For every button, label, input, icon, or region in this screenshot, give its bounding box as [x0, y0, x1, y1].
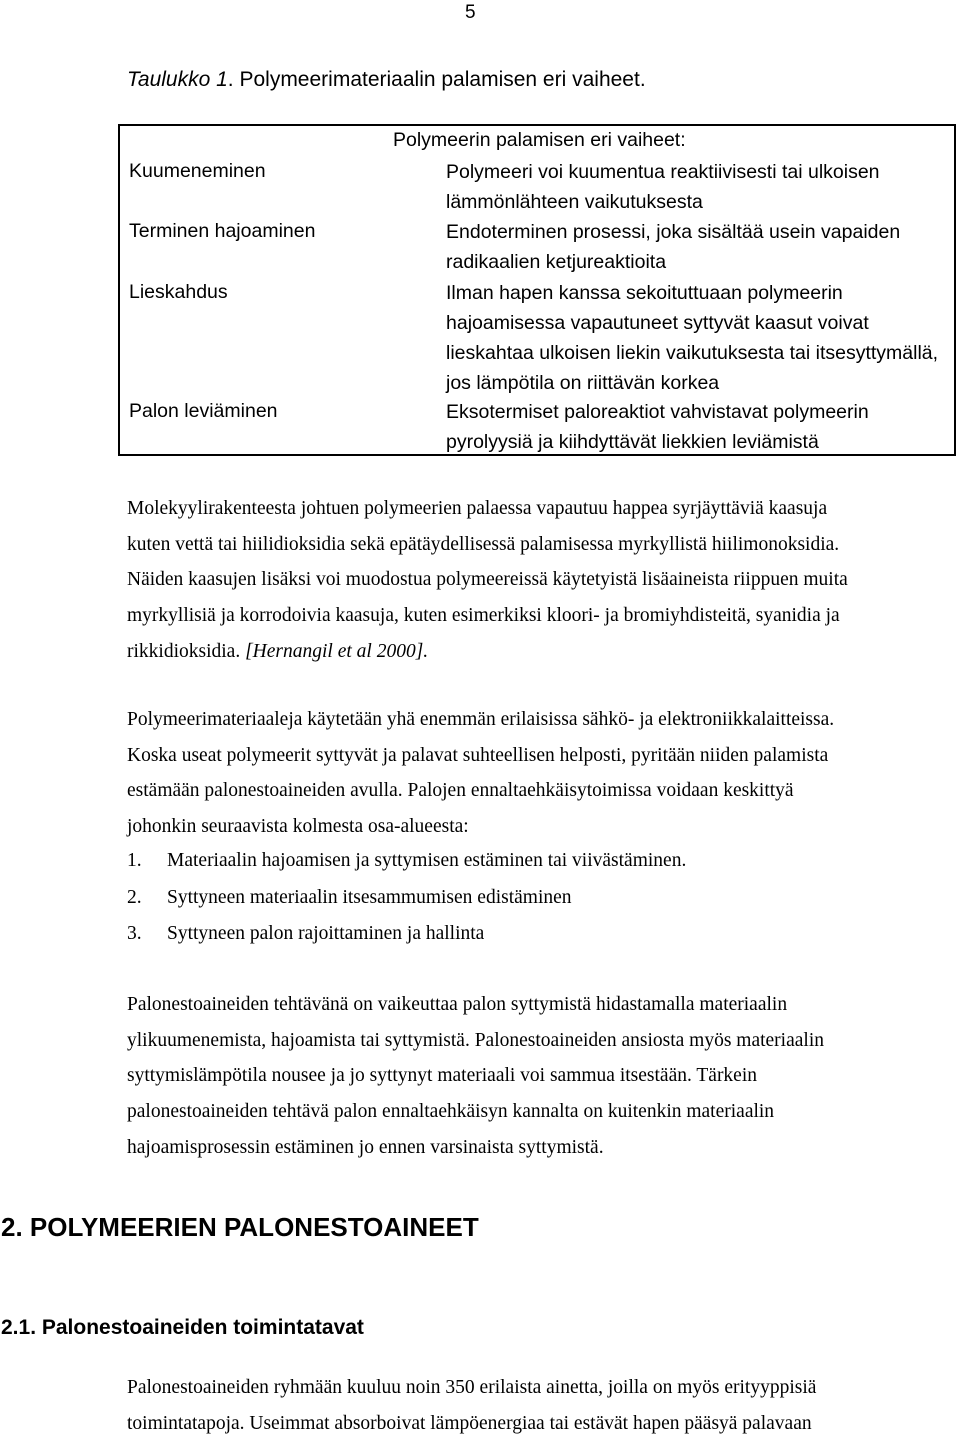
page-number: 5 — [465, 2, 476, 23]
description-line: lämmönlähteen vaikutuksesta — [446, 191, 703, 213]
description-line: Eksotermiset paloreaktiot vahvistavat polymeerin — [446, 401, 869, 423]
section-heading: 2. POLYMEERIEN PALONESTOAINEET — [1, 1212, 479, 1242]
paragraph-line: kuten vettä tai hiilidioksidia sekä epätäydellisessä palamisessa myrkyllistä hiilimonoksidia. — [127, 533, 840, 555]
subsection-heading: 2.1. Palonestoaineiden toimintatavat — [1, 1316, 364, 1339]
paragraph-flame-retardants-role — [127, 987, 947, 1166]
description-line: hajoamisessa vapautuneet syttyvät kaasut voivat — [446, 312, 869, 334]
description-line: radikaalien ketjureaktioita — [446, 251, 667, 273]
description-line: Ilman hapen kanssa sekoituttuaan polymeerin — [446, 282, 843, 304]
numbered-list — [127, 843, 686, 953]
paragraph-line: toimintatapoja. Useimmat absorboivat lämpöenergiaa tai estävät hapen pääsyä palavaan — [127, 1412, 812, 1434]
list-item-text: Syttyneen materiaalin itsesammumisen edistäminen — [167, 886, 572, 908]
paragraph-line: Polymeerimateriaaleja käytetään yhä enemmän erilaisissa sähkö- ja elektroniikkalaitteissa. — [127, 709, 835, 730]
paragraph-mechanisms — [127, 1370, 947, 1441]
paragraph-line — [127, 634, 947, 670]
table-row-stage: Kuumeneminen — [129, 160, 266, 182]
paragraph-line: estämään palonestoaineiden avulla. Palojen ennaltaehkäisytoimissa voidaan keskittyä — [127, 780, 794, 802]
paragraph-line: syttymislämpötila nousee ja jo syttynyt materiaali voi sammua itsestään. Tärkein — [127, 1065, 758, 1087]
paragraph-line: Palonestoaineiden ryhmään kuuluu noin 350 erilaista ainetta, joilla on myös erityyppisiä — [127, 1377, 817, 1398]
description-line: lieskahtaa ulkoisen liekin vaikutuksesta tai itsesyttymällä, — [446, 342, 939, 364]
paragraph-line: Molekyylirakenteesta johtuen polymeerien palaessa vapautuu happea syrjäyttäviä kaasuja — [127, 498, 828, 519]
table-row-stage: Terminen hajoaminen — [129, 220, 316, 242]
description-line: Endoterminen prosessi, joka sisältää usein vapaiden — [446, 221, 901, 243]
paragraph-line: johonkin seuraavista kolmesta osa-alueesta: — [127, 816, 469, 838]
paragraph-line: hajoamisprosessin estäminen jo ennen varsinaista syttymistä. — [127, 1136, 604, 1158]
paragraph-line: Näiden kaasujen lisäksi voi muodostua polymeereissä käytetyistä lisäaineista riippuen muita — [127, 569, 848, 591]
paragraph-gases — [127, 491, 947, 670]
paragraph-line: ylikuumenemista, hajoamista tai syttymistä. Palonestoaineiden ansiosta myös materiaalin — [127, 1029, 824, 1051]
table-row-stage: Palon leviäminen — [129, 400, 278, 422]
table-caption-text: . Polymeerimateriaalin palamisen eri vaiheet. — [227, 68, 646, 91]
list-item-text: Syttyneen palon rajoittaminen ja hallinta — [167, 923, 485, 944]
table-header: Polymeerin palamisen eri vaiheet: — [393, 129, 686, 151]
table-row-stage: Lieskahdus — [129, 281, 228, 303]
combustion-stages-table — [118, 124, 956, 456]
table-row-description — [446, 397, 869, 457]
list-item-number: 2. — [127, 886, 142, 908]
list-item — [127, 880, 686, 917]
paragraph-line: palonestoaineiden tehtävä palon ennaltaehkäisyn kannalta on kuitenkin materiaalin — [127, 1101, 775, 1123]
paragraph-line: Koska useat polymeerit syttyvät ja palavat suhteellisen helposti, pyritään niiden palamista — [127, 744, 829, 766]
list-item-text: Materiaalin hajoamisen ja syttymisen estäminen tai viivästäminen. — [167, 850, 687, 871]
table-row-description — [446, 278, 938, 398]
table-row-description — [446, 217, 900, 277]
description-line: pyrolyysiä ja kiihdyttävät liekkien leviämistä — [446, 431, 819, 453]
paragraph-last-line: rikkidioksidia. — [127, 640, 246, 662]
description-line: jos lämpötila on riittävän korkea — [446, 372, 720, 394]
table-caption-label: Taulukko 1 — [127, 68, 228, 91]
list-item-number: 3. — [127, 923, 142, 944]
list-item-number: 1. — [127, 850, 142, 871]
table-row-description — [446, 157, 880, 217]
citation: [Hernangil et al 2000]. — [245, 640, 429, 662]
paragraph-line: Palonestoaineiden tehtävänä on vaikeuttaa palon syttymistä hidastamalla materiaalin — [127, 994, 788, 1015]
description-line: Polymeeri voi kuumentua reaktiivisesti tai ulkoisen — [446, 161, 880, 183]
table-caption — [127, 68, 646, 92]
paragraph-line: myrkyllisiä ja korrodoivia kaasuja, kuten esimerkiksi kloori- ja bromiyhdisteitä, syanidia ja — [127, 605, 840, 627]
list-item — [127, 916, 686, 953]
paragraph-applications — [127, 702, 947, 845]
list-item — [127, 843, 686, 880]
